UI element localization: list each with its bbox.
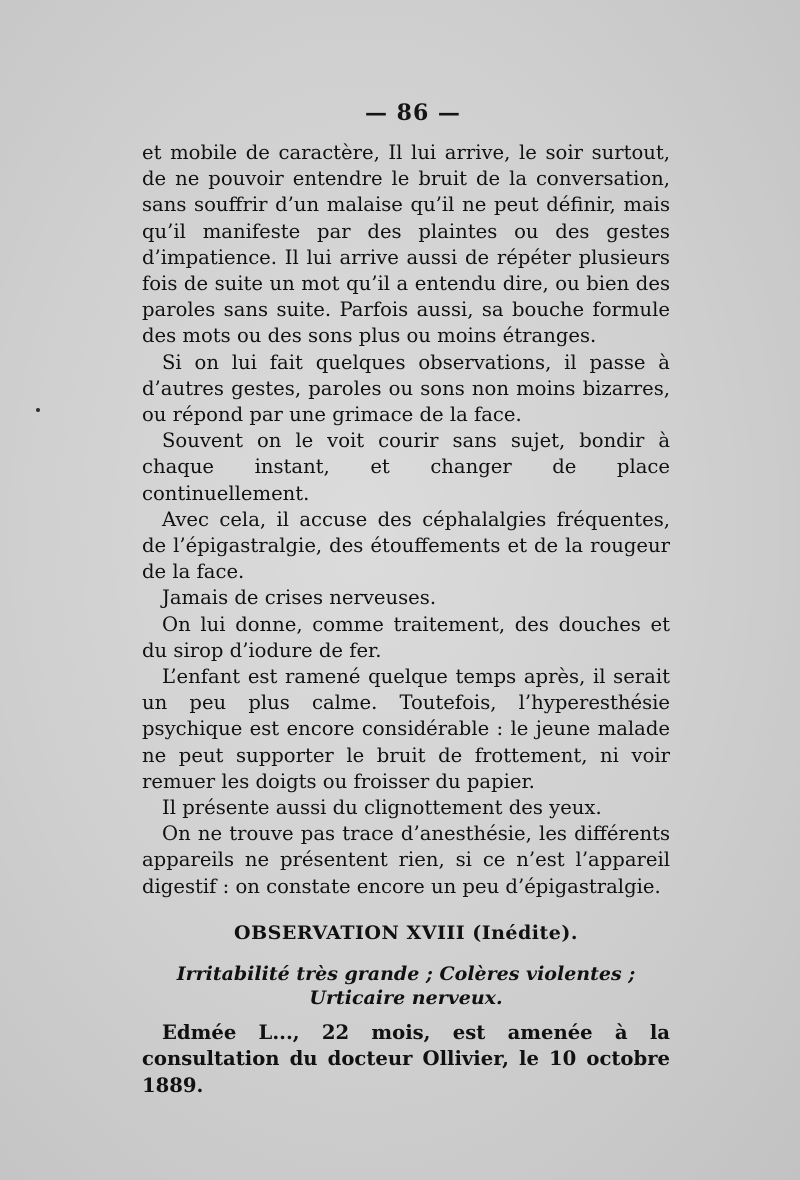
- page-number: — 86 —: [365, 100, 461, 126]
- paragraph-clignottement: Il présente aussi du clignottement des yeux.: [162, 796, 602, 820]
- paragraph-ramene: L’enfant est ramené quelque temps après, il serait un peu plus calme. Toutefois, l’hyperesthésie psychique est encore considérable : le jeune malade ne peut supporter le bruit de frottement, ni voir remuer les doigts ou froisser du papier.: [142, 665, 670, 793]
- observation-paragraph: Edmée L..., 22 mois, est amenée à la consultation du docteur Ollivier, le 10 octobre 1889.: [142, 1021, 670, 1097]
- paragraph-crises: Jamais de crises nerveuses.: [162, 586, 437, 610]
- paragraph-courir: Souvent on le voit courir sans sujet, bondir à chaque instant, et changer de place continuellement.: [142, 429, 670, 505]
- paragraph-traitement: On lui donne, comme traitement, des douches et du sirop d’iodure de fer.: [142, 612, 670, 662]
- paragraph-continuation: et mobile de caractère, Il lui arrive, le soir surtout, de ne pouvoir entendre le bruit de la conversation, sans souffrir d’un malaise qu’il ne peut définir, mais qu’il manifeste par des plaintes ou des gestes d’impatience. Il lui arrive aussi de répéter plusieurs fois de suite un mot qu’il a entendu dire, ou bien des paroles sans suite. Parfois aussi, sa bouche formule des mots ou des sons plus ou moins étranges.: [142, 141, 670, 348]
- paragraph-observations: Si on lui fait quelques observations, il passe à d’autres gestes, paroles ou sons non moins bizarres, ou répond par une grimace de la face.: [142, 350, 670, 427]
- paragraph-cephalalgies: Avec cela, il accuse des céphalalgies fréquentes, de l’épigastralgie, des étouffements et de la rougeur de la face.: [142, 507, 670, 584]
- ink-speck: [36, 408, 40, 412]
- paragraph-anesthesie: On ne trouve pas trace d’anesthésie, les différents appareils ne présentent rien, si ce n’est l’appareil digestif : on constate encore un peu d’épigastralgie.: [142, 822, 670, 898]
- observation-subtitle: Irritabilité très grande ; Colères violentes ; Urticaire nerveux.: [176, 963, 636, 1010]
- main-text: [142, 140, 670, 1099]
- observation-heading: OBSERVATION XVIII (Inédite).: [234, 921, 578, 944]
